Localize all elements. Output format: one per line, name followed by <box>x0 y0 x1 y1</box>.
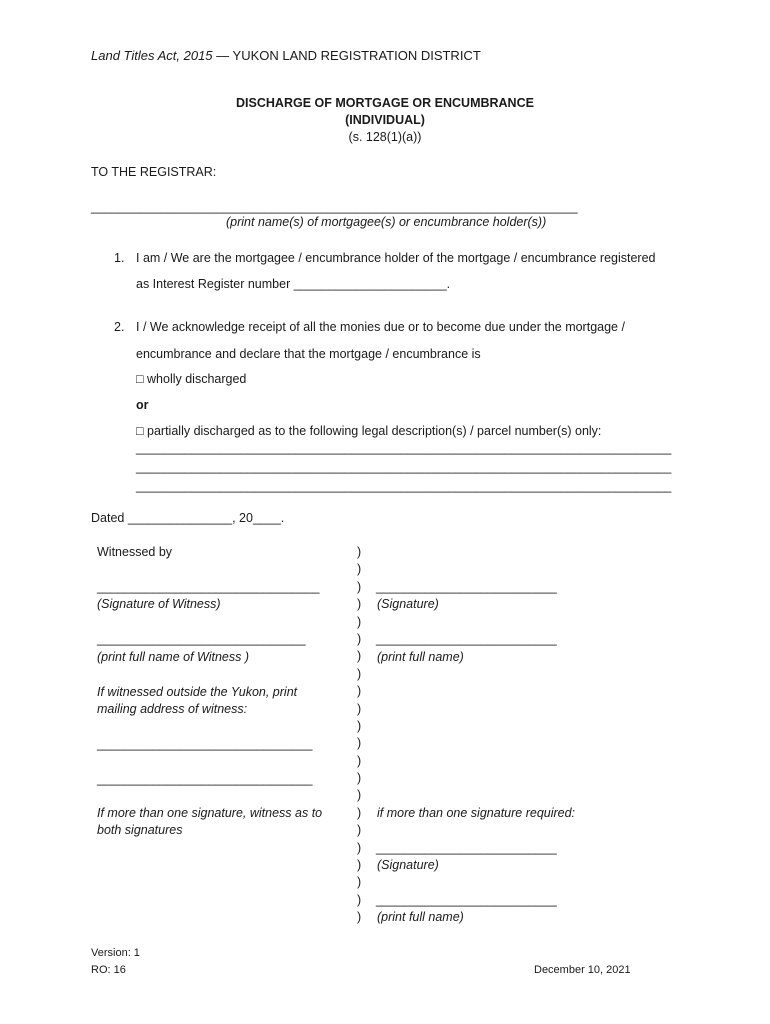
if-more-signatures-label: if more than one signature required: <box>377 806 576 820</box>
form-title-line2: (INDIVIDUAL) <box>345 113 425 127</box>
witnessed-by-label: Witnessed by <box>97 545 173 559</box>
version-label: Version: 1 <box>91 947 140 959</box>
legal-description-line-3[interactable]: _____________________________________________________________________________ <box>136 479 672 493</box>
dated-field[interactable]: Dated _______________, 20____. <box>91 511 285 525</box>
mortgagee-name-caption: (print name(s) of mortgagee(s) or encumbrance holder(s)) <box>226 215 547 229</box>
paren: ) <box>357 649 362 664</box>
paren: ) <box>357 579 362 594</box>
paren: ) <box>357 805 362 820</box>
document-header <box>91 48 481 63</box>
paren: ) <box>357 892 362 907</box>
witness-address-line-2[interactable]: _______________________________ <box>97 772 313 786</box>
or-label: or <box>136 398 149 412</box>
signature-caption: (Signature) <box>377 597 439 611</box>
paren: ) <box>357 562 362 577</box>
second-signature-field[interactable]: __________________________ <box>376 841 557 855</box>
parenthesis-divider <box>357 544 367 927</box>
partially-discharged-checkbox[interactable]: □ partially discharged as to the following legal description(s) / parcel number(s) only: <box>136 424 602 438</box>
form-title-section: (s. 128(1)(a)) <box>348 130 422 144</box>
witness-address-line-1[interactable]: _______________________________ <box>97 737 313 751</box>
form-title-line1: DISCHARGE OF MORTGAGE OR ENCUMBRANCE <box>236 96 534 110</box>
signature-field[interactable]: __________________________ <box>376 580 557 594</box>
multiple-signature-note-line1: If more than one signature, witness as to <box>97 806 323 820</box>
to-registrar: TO THE REGISTRAR: <box>91 165 217 179</box>
outside-yukon-note-line2: mailing address of witness: <box>97 702 248 716</box>
signer-name-field[interactable]: __________________________ <box>376 632 557 646</box>
mortgagee-name-field[interactable]: ______________________________________________________________________ <box>91 200 578 214</box>
paren: ) <box>357 910 362 925</box>
witness-name-field[interactable]: ______________________________ <box>97 632 306 646</box>
multiple-signature-note-line2: both signatures <box>97 823 183 837</box>
witness-signature-caption: (Signature of Witness) <box>97 597 221 611</box>
ro-label: RO: 16 <box>91 964 126 976</box>
act-title: Land Titles Act, 2015 <box>91 48 213 63</box>
paren: ) <box>357 840 362 855</box>
second-signer-name-field[interactable]: __________________________ <box>376 893 557 907</box>
item2-number: 2. <box>114 320 125 334</box>
paren: ) <box>357 614 362 629</box>
paren: ) <box>357 875 362 890</box>
legal-description-line-1[interactable]: _____________________________________________________________________________ <box>136 441 672 455</box>
item1-text-line1: I am / We are the mortgagee / encumbrance holder of the mortgage / encumbrance registered <box>136 251 656 265</box>
second-signature-caption: (Signature) <box>377 858 439 872</box>
paren: ) <box>357 736 362 751</box>
paren: ) <box>357 545 362 559</box>
paren: ) <box>357 823 362 838</box>
paren: ) <box>357 771 362 786</box>
paren: ) <box>357 597 362 612</box>
paren: ) <box>357 631 362 646</box>
paren: ) <box>357 753 362 768</box>
signer-name-caption: (print full name) <box>377 650 464 664</box>
paren: ) <box>357 701 362 716</box>
wholly-discharged-checkbox[interactable]: □ wholly discharged <box>136 372 247 386</box>
paren: ) <box>357 858 362 873</box>
outside-yukon-note-line1: If witnessed outside the Yukon, print <box>97 685 298 699</box>
item1-number: 1. <box>114 251 125 265</box>
form-date: December 10, 2021 <box>534 964 631 976</box>
item1-text-line2: as Interest Register number ______________________. <box>136 277 451 291</box>
paren: ) <box>357 684 362 699</box>
paren: ) <box>357 788 362 803</box>
legal-description-line-2[interactable]: _____________________________________________________________________________ <box>136 460 672 474</box>
paren: ) <box>357 718 362 733</box>
item2-text-line1: I / We acknowledge receipt of all the monies due or to become due under the mortgage / <box>136 320 625 334</box>
item2-text-line2: encumbrance and declare that the mortgage / encumbrance is <box>136 347 481 361</box>
witness-name-caption: (print full name of Witness ) <box>97 650 250 664</box>
witness-signature-field[interactable]: ________________________________ <box>97 580 320 594</box>
paren: ) <box>357 666 362 681</box>
second-signer-name-caption: (print full name) <box>377 910 464 924</box>
district-title: — YUKON LAND REGISTRATION DISTRICT <box>212 48 481 63</box>
